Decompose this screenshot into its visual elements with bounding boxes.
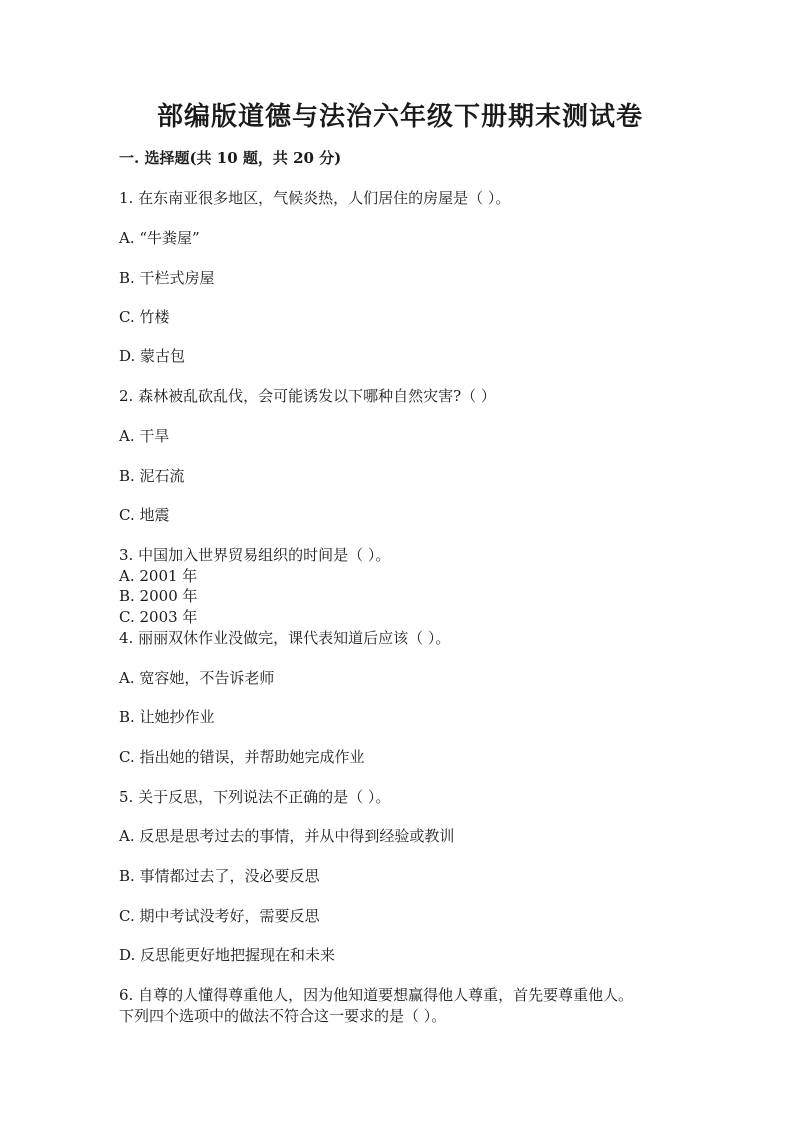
question-6-line-2: 下列四个选项中的做法不符合这一要求的是（ ）。 — [119, 1007, 447, 1025]
q1-option-d: D. 蒙古包 — [119, 347, 186, 365]
q4-option-b: B. 让她抄作业 — [119, 708, 215, 726]
question-2: 2. 森林被乱砍乱伐，会可能诱发以下哪种自然灾害?（ ） — [119, 387, 496, 405]
q4-option-c: C. 指出她的错误，并帮助她完成作业 — [119, 748, 365, 766]
q2-option-b: B. 泥石流 — [119, 467, 185, 485]
question-3: 3. 中国加入世界贸易组织的时间是（ ）。 — [119, 546, 391, 564]
q2-option-c: C. 地震 — [119, 506, 170, 524]
q4-option-a: A. 宽容她，不告诉老师 — [119, 669, 275, 687]
q1-option-c: C. 竹楼 — [119, 308, 170, 326]
q5-option-c: C. 期中考试没考好，需要反思 — [119, 907, 320, 925]
q5-option-a: A. 反思是思考过去的事情，并从中得到经验或教训 — [119, 827, 455, 845]
page-title: 部编版道德与法治六年级下册期末测试卷 — [156, 102, 643, 132]
q1-option-a: A. “牛粪屋” — [119, 229, 200, 247]
q3-option-c: C. 2003 年 — [119, 608, 198, 626]
q3-option-b: B. 2000 年 — [119, 587, 198, 605]
question-4: 4. 丽丽双休作业没做完，课代表知道后应该（ ）。 — [119, 629, 451, 647]
q3-option-a: A. 2001 年 — [119, 567, 198, 585]
question-5: 5. 关于反思，下列说法不正确的是（ ）。 — [119, 788, 391, 806]
q1-option-b: B. 干栏式房屋 — [119, 269, 215, 287]
q2-option-a: A. 干旱 — [119, 427, 170, 445]
q5-option-d: D. 反思能更好地把握现在和未来 — [119, 946, 336, 964]
question-6-line-1: 6. 自尊的人懂得尊重他人，因为他知道要想赢得他人尊重，首先要尊重他人。 — [119, 986, 634, 1004]
q5-option-b: B. 事情都过去了，没必要反思 — [119, 867, 320, 885]
section-heading: 一. 选择题(共 10 题，共 20 分) — [119, 149, 342, 167]
question-1: 1. 在东南亚很多地区，气候炎热，人们居住的房屋是（ ）。 — [119, 189, 511, 207]
